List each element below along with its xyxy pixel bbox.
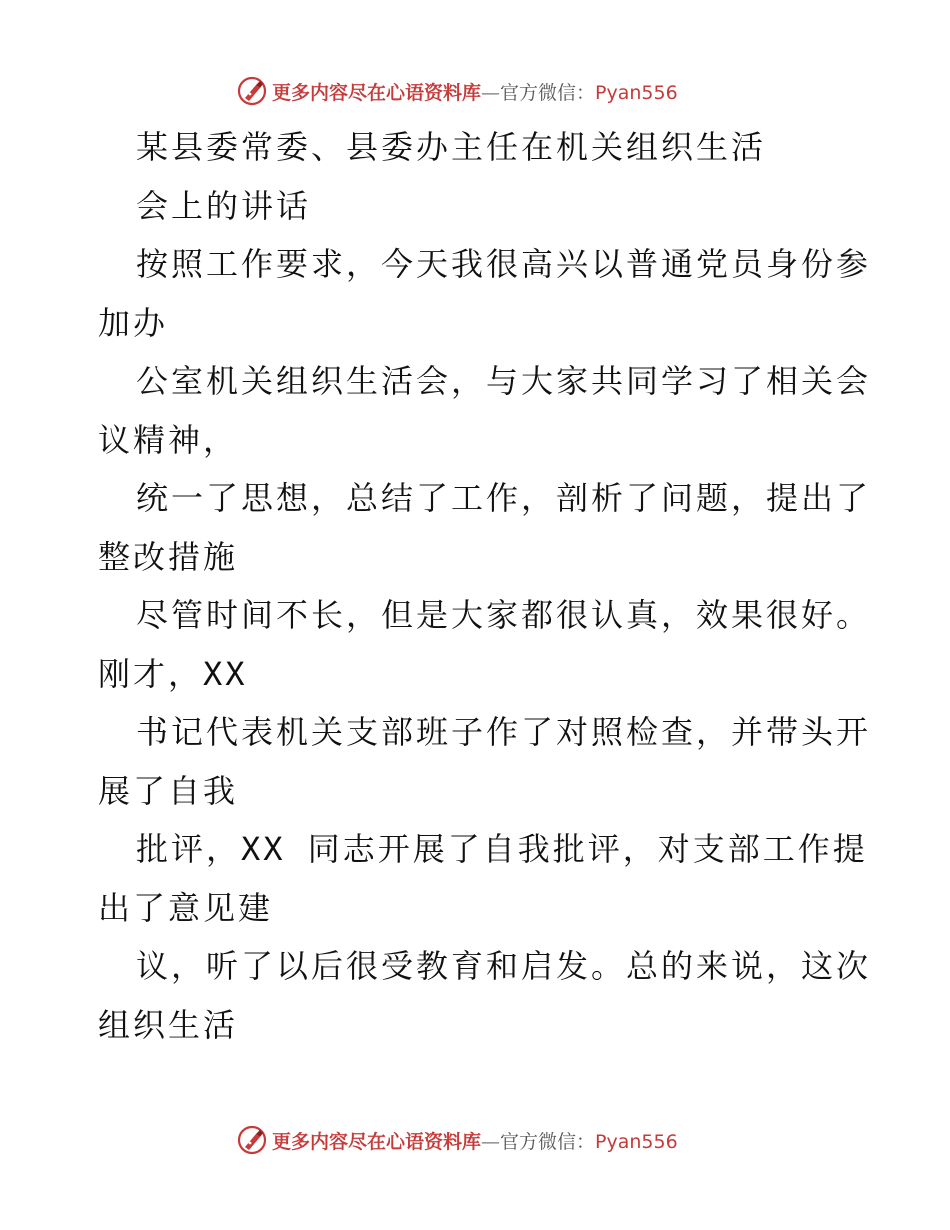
text-line: 整改措施 xyxy=(98,537,239,576)
document-body xyxy=(98,118,872,1054)
watermark-label: 官方微信： xyxy=(500,1130,596,1153)
watermark-brand: 更多内容尽在心语资料库 xyxy=(272,81,482,104)
pen-nib-logo-icon xyxy=(236,75,268,107)
footer-watermark xyxy=(236,1123,678,1157)
watermark-dash: — xyxy=(481,1130,501,1153)
text-line: 出了意见建 xyxy=(98,888,274,927)
watermark-id: Pyan556 xyxy=(595,1130,678,1153)
text-line: 议，听了以后很受教育和启发。总的来说，这次 xyxy=(136,947,872,985)
text-line: 按照工作要求，今天我很高兴以普通党员身份参 xyxy=(136,245,872,283)
watermark-label: 官方微信： xyxy=(500,81,596,104)
text-line: 议精神， xyxy=(98,420,239,459)
watermark-id: Pyan556 xyxy=(595,81,678,104)
pen-nib-logo-icon xyxy=(236,1124,268,1156)
header-watermark xyxy=(236,74,678,108)
text-line: 公室机关组织生活会，与大家共同学习了相关会 xyxy=(136,362,872,400)
text-line: 批评，XX 同志开展了自我批评，对支部工作提 xyxy=(136,830,868,868)
watermark-text xyxy=(272,1127,678,1154)
text-line: 某县委常委、县委办主任在机关组织生活 xyxy=(136,128,767,166)
text-line: 组织生活 xyxy=(98,1005,239,1044)
text-line: 会上的讲话 xyxy=(136,186,312,225)
text-line: 统一了思想，总结了工作，剖析了问题，提出了 xyxy=(136,479,872,517)
text-line: 展了自我 xyxy=(98,771,239,810)
text-line: 书记代表机关支部班子作了对照检查，并带头开 xyxy=(136,713,872,751)
watermark-brand: 更多内容尽在心语资料库 xyxy=(272,1130,482,1153)
text-line: 尽管时间不长，但是大家都很认真，效果很好。 xyxy=(136,596,872,634)
watermark-text xyxy=(272,78,678,105)
text-line: 加办 xyxy=(98,303,169,342)
text-line: 刚才，XX xyxy=(98,654,248,693)
watermark-dash: — xyxy=(481,81,501,104)
